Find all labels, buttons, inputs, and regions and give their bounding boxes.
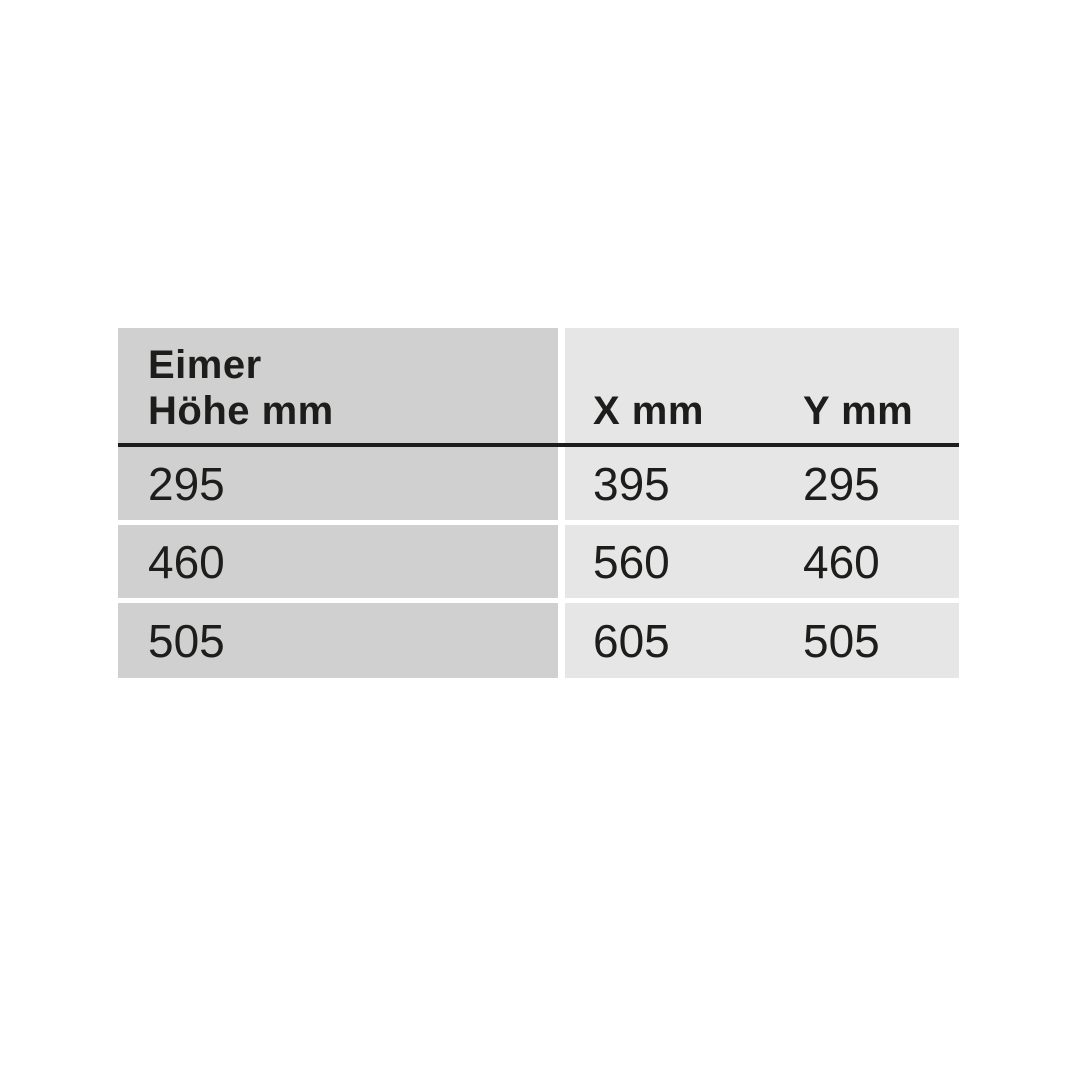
table-row-2-hoehe [118,525,558,598]
row-1-hoehe-value: 295 [148,457,225,510]
table-row-3-hoehe [118,603,558,678]
row-3-hoehe-value: 505 [148,614,225,667]
row-2-hoehe-value: 460 [148,535,225,588]
row-3-x-value: 605 [593,614,670,667]
row-1-y-value: 295 [803,457,880,510]
table-row-1-xy [565,447,959,520]
table-row-2-xy [565,525,959,598]
table-header-xy-columns [565,328,959,443]
table-row-3-xy [565,603,959,678]
row-2-x-value: 560 [593,535,670,588]
header-line-eimer: Eimer [148,343,262,387]
header-x-mm: X mm [593,389,704,433]
dimension-table [118,328,959,678]
header-y-mm: Y mm [803,389,914,433]
table-header-height-column [118,328,558,443]
row-2-y-value: 460 [803,535,880,588]
row-1-x-value: 395 [593,457,670,510]
row-3-y-value: 505 [803,614,880,667]
table-row-1-hoehe [118,447,558,520]
header-line-hoehe-mm: Höhe mm [148,389,334,433]
